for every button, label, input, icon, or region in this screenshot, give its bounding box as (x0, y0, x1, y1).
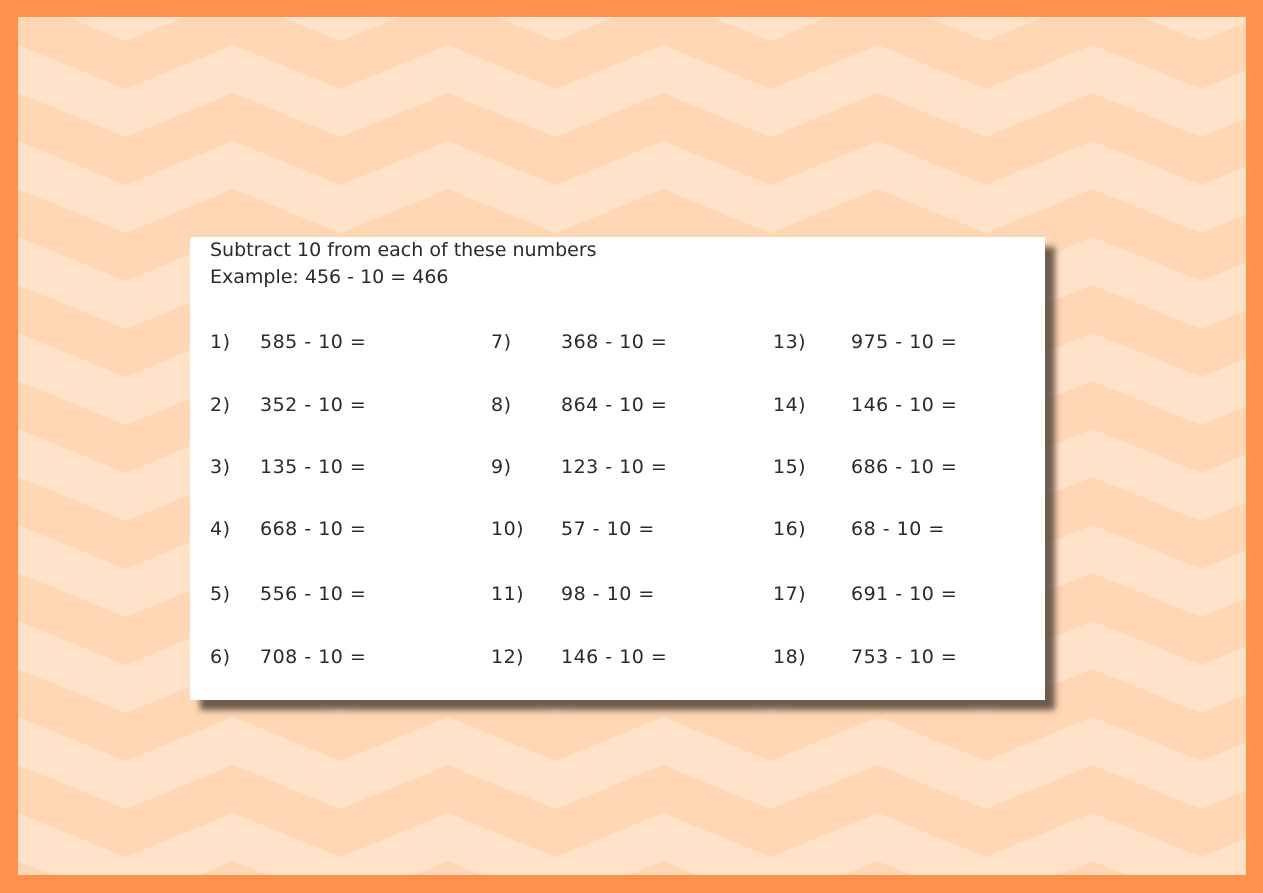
question-expression: 135 - 10 = (260, 456, 367, 478)
question-number: 13) (773, 331, 807, 353)
question-number: 7) (491, 331, 512, 353)
question-expression: 352 - 10 = (260, 394, 367, 416)
question-number: 8) (491, 394, 512, 416)
question-expression: 585 - 10 = (260, 331, 367, 353)
question-expression: 753 - 10 = (851, 646, 958, 668)
question-expression: 864 - 10 = (561, 394, 668, 416)
question-expression: 691 - 10 = (851, 583, 958, 605)
question-expression: 668 - 10 = (260, 518, 367, 540)
question-number: 15) (773, 456, 807, 478)
question-number: 1) (210, 331, 231, 353)
question-number: 2) (210, 394, 231, 416)
question-expression: 708 - 10 = (260, 646, 367, 668)
question-expression: 98 - 10 = (561, 583, 655, 605)
question-number: 14) (773, 394, 807, 416)
chevron-stripe (18, 93, 1246, 185)
question-expression: 123 - 10 = (561, 456, 668, 478)
question-number: 12) (491, 646, 525, 668)
chevron-stripe (18, 17, 1246, 89)
question-expression: 146 - 10 = (561, 646, 668, 668)
question-number: 9) (491, 456, 512, 478)
chevron-stripe (18, 765, 1246, 857)
question-number: 16) (773, 518, 807, 540)
question-expression: 686 - 10 = (851, 456, 958, 478)
question-number: 3) (210, 456, 231, 478)
question-number: 4) (210, 518, 231, 540)
worksheet-card (190, 237, 1045, 700)
chevron-stripe (18, 861, 1246, 875)
question-expression: 975 - 10 = (851, 331, 958, 353)
question-expression: 556 - 10 = (260, 583, 367, 605)
question-number: 11) (491, 583, 525, 605)
worksheet-instruction: Subtract 10 from each of these numbers (210, 239, 597, 261)
question-number: 17) (773, 583, 807, 605)
question-expression: 368 - 10 = (561, 331, 668, 353)
question-number: 5) (210, 583, 231, 605)
question-expression: 68 - 10 = (851, 518, 945, 540)
question-number: 18) (773, 646, 807, 668)
question-expression: 57 - 10 = (561, 518, 655, 540)
worksheet-example: Example: 456 - 10 = 466 (210, 266, 449, 288)
question-number: 10) (491, 518, 525, 540)
question-number: 6) (210, 646, 231, 668)
question-expression: 146 - 10 = (851, 394, 958, 416)
